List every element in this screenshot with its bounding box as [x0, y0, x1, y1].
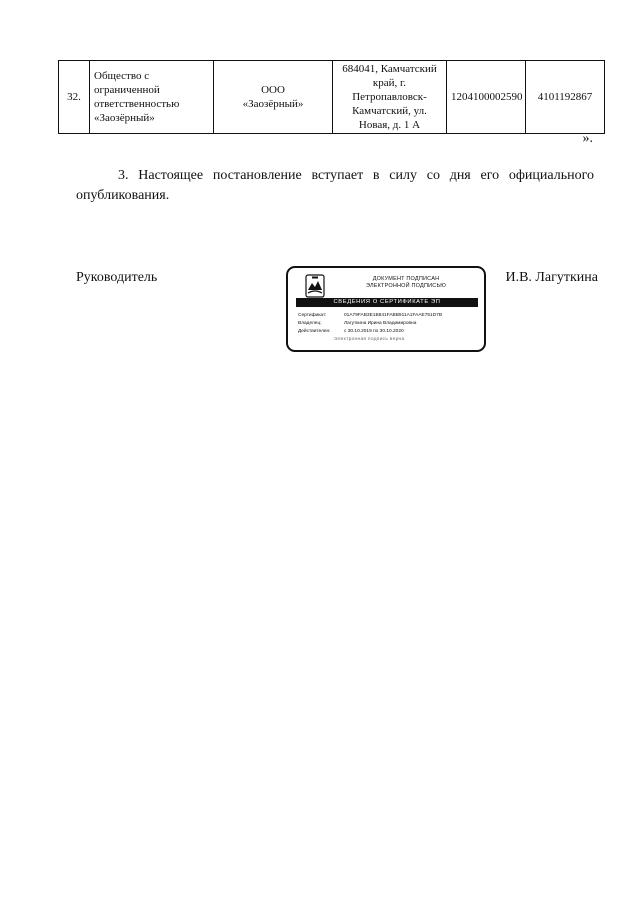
- address-line: 684041, Камчатский: [342, 63, 437, 75]
- row-number-cell: [59, 61, 90, 134]
- stamp-header: [332, 276, 480, 290]
- signatory-role: Руководитель: [76, 270, 158, 285]
- stamp-header-line: ДОКУМЕНТ ПОДПИСАН: [372, 276, 440, 282]
- stamp-band: СВЕДЕНИЯ О СЕРТИФИКАТЕ ЭП: [296, 298, 478, 307]
- stamp-row-key: Сертификат:: [298, 313, 327, 318]
- row-number: 32.: [67, 91, 81, 103]
- stamp-row: [298, 320, 483, 328]
- stamp-details: [298, 312, 483, 336]
- stamp-row: [298, 312, 483, 320]
- closing-quote: ».: [582, 131, 593, 146]
- full-name-line: ответственностью: [94, 98, 180, 110]
- inn-value: 4101192867: [537, 91, 593, 103]
- table-row: [59, 61, 605, 134]
- clause-text: 3. Настоящее постановление вступает в силу со дня его официального опубликования.: [76, 168, 594, 203]
- clause-paragraph: [76, 166, 594, 206]
- address-line: Новая, д. 1 А: [358, 119, 421, 131]
- emblem-icon: [304, 274, 326, 298]
- electronic-signature-stamp: [286, 266, 486, 352]
- short-name-line: «Заозёрный»: [242, 98, 304, 110]
- stamp-row-key: Действителен:: [298, 329, 331, 334]
- stamp-row: [298, 328, 483, 336]
- address-line: Петропавловск-: [352, 91, 427, 103]
- full-name-line: Общество с: [94, 70, 150, 82]
- short-name-line: ООО: [261, 84, 285, 96]
- registry-table: [58, 60, 605, 134]
- full-name-line: «Заозёрный»: [94, 112, 155, 124]
- short-name-cell: [214, 61, 333, 134]
- address-line: Камчатский, ул.: [352, 105, 427, 117]
- stamp-header-line: ЭЛЕКТРОННОЙ ПОДПИСЬЮ: [365, 283, 447, 289]
- stamp-footer: Электронная подпись верна: [334, 337, 405, 342]
- stamp-row-value: 01A79FAB3E1B841FABB911A1FAAE751D7B: [344, 313, 443, 318]
- full-name-cell: [90, 61, 214, 134]
- stamp-row-value: Лагуткина Ирина Владимировна: [344, 321, 417, 326]
- address-cell: [333, 61, 447, 134]
- full-name-line: ограниченной: [94, 84, 160, 96]
- stamp-row-value: с 30.10.2019 по 30.10.2020: [344, 329, 404, 334]
- signatory-name: И.В. Лагуткина: [505, 270, 598, 285]
- inn-cell: [526, 61, 605, 134]
- address-line: край, г.: [372, 77, 407, 89]
- ogrn-value: 1204100002590: [451, 91, 523, 103]
- stamp-row-key: Владелец:: [298, 321, 322, 326]
- ogrn-cell: [447, 61, 526, 134]
